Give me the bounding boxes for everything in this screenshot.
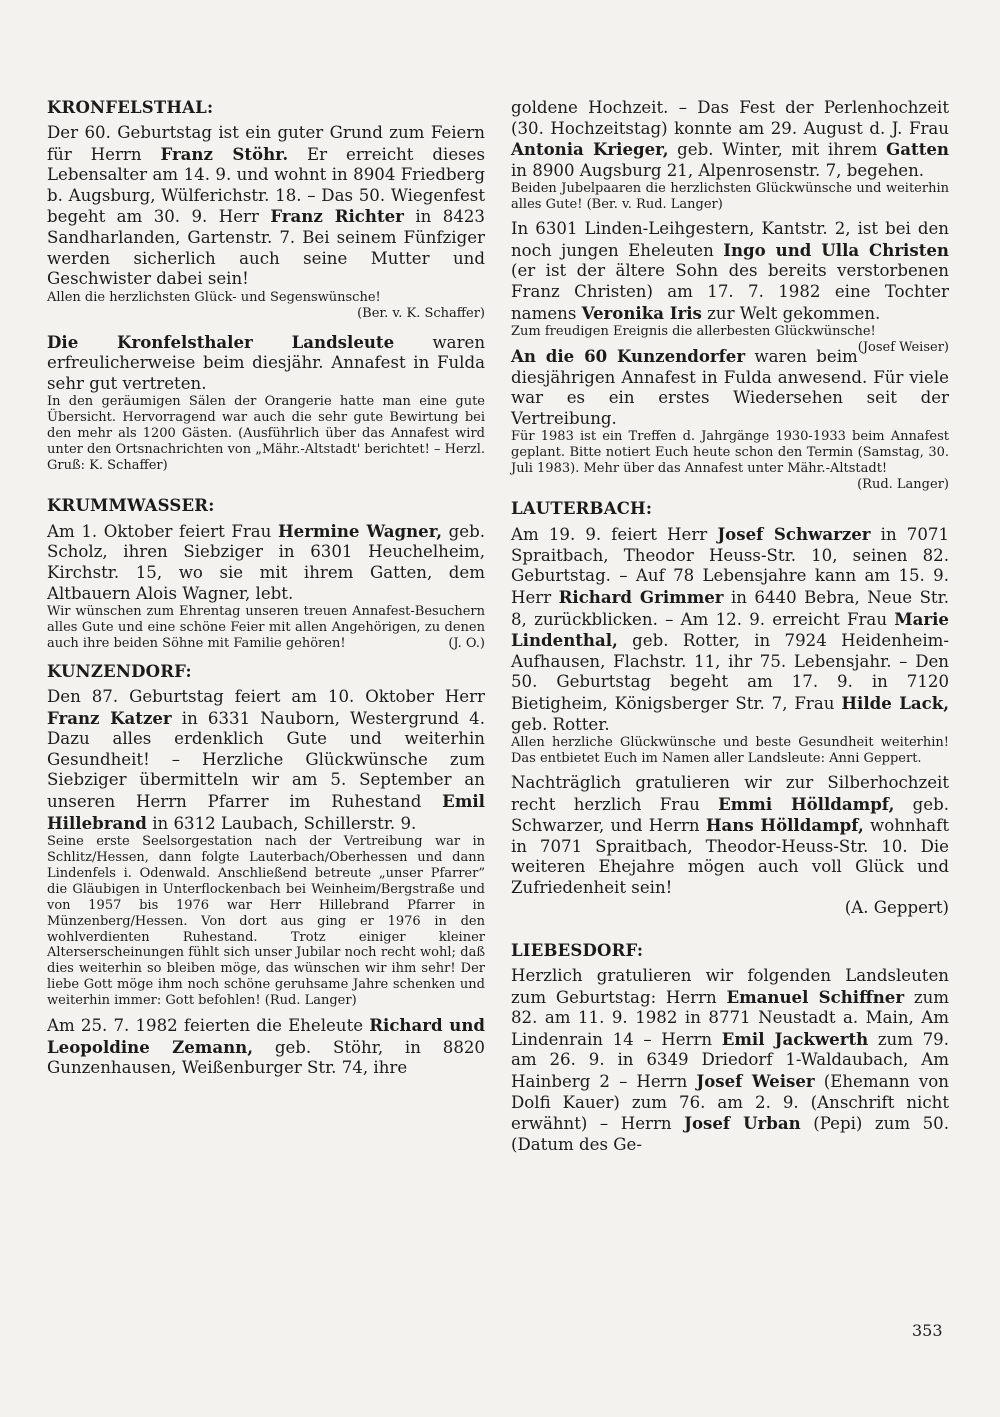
page-number: 353 <box>912 1321 943 1340</box>
bold-name: Emmi Hölldampf, <box>718 793 895 814</box>
kunzendorf-note-4-text: Für 1983 ist ein Treffen d. Jahrgänge 1930-1933 beim Annafest geplant. Bitte notiert Euch heute schon den Termin (Samstag, 30. Juli 1983). Mehr über das Annafest unter Mähr.-Altstadt! <box>511 429 949 477</box>
bold-name: Hans Hölldampf, <box>705 815 864 836</box>
kunzendorf-signature-3: (Josef Weiser) <box>857 340 949 356</box>
bold-name: Veronika Iris <box>581 302 702 323</box>
krummwasser-paragraph-1: Am 1. Oktober feiert Frau Hermine Wagner, geb. Scholz, ihren Siebziger in 6301 Heuchelheim, Kirchstr. 15, wo sie mit ihrem Gatten, dem Altbauern Alois Wagner, lebt. <box>47 520 485 603</box>
kronfelsthal-paragraph-1: Der 60. Geburtstag ist ein guter Grund zum Feiern für Herrn Franz Stöhr. Er erreicht dieses Lebensalter am 14. 9. und wohnt in 8904 Friedberg b. Augsburg, Wülferichstr. 18. – Das 50. Wiegenfest begeht am 30. 9. Herr Franz Richter in 8423 Sandharlanden, Gartenstr. 7. Bei seinem Fünfziger werden sicherlich auch seine Mutter und Geschwister dabei sein! <box>47 123 485 289</box>
bold-name: Die Kronfelsthaler Landsleute <box>47 331 395 352</box>
kunzendorf-paragraph-1: Den 87. Geburtstag feiert am 10. Oktober Herr Franz Katzer in 6331 Nauborn, Westergrund 4. Dazu alles erdenklich Gute und weiterhin Gesundheit! – Herzliche Glückwünsche zum Siebziger übermitteln wir am 5. September an unseren Herrn Pfarrer im Ruhestand Emil Hillebrand in 6312 Laubach, Schillerstr. 9. <box>47 686 486 833</box>
bold-name: Josef Urban <box>684 1113 801 1134</box>
bold-name: Emil Hillebrand <box>47 790 485 833</box>
bold-name: Hermine Wagner, <box>277 520 443 541</box>
bold-name: Marie Lindenthal, <box>511 608 949 651</box>
bold-name: Emil Jackwerth <box>721 1028 869 1049</box>
kronfelsthal-signature-1: (Ber. v. K. Schaffer) <box>357 305 485 321</box>
kunzendorf-signature-4: (Rud. Langer) <box>857 477 949 493</box>
lauterbach-note-1: Allen herzliche Glückwünsche und beste Gesundheit weiterhin! Das entbietet Euch im Namen aller Landsleute: Anni Geppert. <box>511 735 949 766</box>
left-column <box>47 98 485 1079</box>
section-heading-kunzendorf: KUNZENDORF: <box>47 661 192 681</box>
kronfelsthal-paragraph-2: Die Kronfelsthaler Landsleute waren erfreulicherweise beim diesjähr. Annafest in Fulda sehr gut vertreten. <box>47 331 486 393</box>
kunzendorf-note-3-text: Zum freudigen Ereignis die allerbesten Glückwünsche! <box>511 324 876 340</box>
lauterbach-paragraph-2: Nachträglich gratulieren wir zur Silberhochzeit recht herzlich Frau Emmi Hölldampf, geb. Schwarzer, und Herrn Hans Hölldampf, wohnhaft in 7071 Spraitbach, Theodor-Heuss-Str. 10. Die weiteren Ehejahre mögen auch voll Glück und Zufriedenheit sein! <box>511 772 949 897</box>
right-column <box>511 98 949 1155</box>
section-heading-liebesdorf: LIEBESDORF: <box>511 941 644 961</box>
kunzendorf-note-4 <box>511 429 949 493</box>
liebesdorf-paragraph-1: Herzlich gratulieren wir folgenden Landsleuten zum Geburtstag: Herrn Emanuel Schiffner zum 82. am 11. 9. 1982 in 8771 Neustadt a. Main, Am Lindenrain 14 – Herrn Emil Jackwerth zum 79. am 26. 9. in 6349 Driedorf 1-Waldaubach, Am Hainberg 2 – Herrn Josef Weiser (Ehemann von Dolfi Kauer) zum 76. am 2. 9. (Anschrift nicht erwähnt) – Herrn Josef Urban (Pepi) zum 50. (Datum des Ge- <box>511 966 949 1154</box>
section-heading-lauterbach: LAUTERBACH: <box>511 499 653 519</box>
bold-name: Richard Grimmer <box>558 586 724 607</box>
kunzendorf-paragraph-3: In 6301 Linden-Leihgestern, Kantstr. 2, ist bei den noch jungen Eheleuten Ingo und Ulla Christen (er ist der ältere Sohn des bereits verstorbenen Franz Christen) am 17. 7. 1982 eine Tochter namens Veronika Iris zur Welt gekommen. <box>511 219 949 323</box>
kunzendorf-note-3 <box>511 324 949 356</box>
bold-name: Franz Katzer <box>47 707 172 728</box>
krummwasser-note-text: Wir wünschen zum Ehrentag unseren treuen Annafest-Besuchern alles Gute und eine schöne Feier mit allen Angehörigen, zu denen auch ihre beiden Söhne mit Familie gehören! <box>47 604 485 652</box>
krummwasser-signature: (J. O.) <box>448 636 485 652</box>
kronfelsthal-note-1: Allen die herzlichsten Glück- und Segenswünsche! <box>47 289 381 305</box>
bold-name: Franz Richter <box>270 206 404 227</box>
bold-name: Josef Weiser <box>696 1071 815 1092</box>
kunzendorf-note-1: Seine erste Seelsorgestation nach der Vertreibung war in Schlitz/Hessen, dann folgte Lauterbach/Oberhessen und dann Lindenfels i. Odenwald. Anschließend betreute „unser Pfarrer” die Gläubigen in Unterflockenbach bei Weinheim/Bergstraße und von 1957 bis 1976 war Herr Hillebrand Pfarrer in Münzenberg/Hessen. Von dort aus ging er 1976 in den wohlverdienten Ruhestand. Trotz einiger kleiner Alterserscheinungen fühlt sich unser Jubilar noch recht wohl; daß dies weiterhin so bleiben möge, das wünschen wir ihm sehr! Der liebe Gott möge ihm noch schöne geruhsame Jahre schenken und weiterhin immer: Gott befohlen! (Rud. Langer) <box>47 834 485 1009</box>
lauterbach-paragraph-1: Am 19. 9. feiert Herr Josef Schwarzer in 7071 Spraitbach, Theodor Heuss-Str. 10, seinen 82. Geburtstag. – Auf 78 Lebensjahre kann am 15. 9. Herr Richard Grimmer in 6440 Bebra, Neue Str. 8, zurückblicken. – Am 12. 9. erreicht Frau Marie Lindenthal, geb. Rotter, in 7924 Heidenheim-Aufhausen, Flachstr. 11, ihr 75. Lebensjahr. – Den 50. Geburtstag begeht am 17. 9. in 7120 Bietigheim, Königsberger Str. 7, Frau Hilde Lack, geb. Rotter. <box>511 524 949 734</box>
bold-name: Emanuel Schiffner <box>726 986 905 1007</box>
krummwasser-note-1 <box>47 604 485 652</box>
kunzendorf-note-2: Beiden Jubelpaaren die herzlichsten Glückwünsche und weiterhin alles Gute! (Ber. v. Rud. Langer) <box>511 181 949 213</box>
bold-name: Franz Stöhr. <box>160 143 289 164</box>
bold-name: Gatten <box>886 139 949 160</box>
bold-name: Hilde Lack, <box>841 692 949 713</box>
kunzendorf-paragraph-4: An die 60 Kunzendorfer waren beim diesjährigen Annafest in Fulda anwesend. Für viele war es ein erstes Wiedersehen seit der Vertreibung. <box>511 346 949 428</box>
kronfelsthal-note-2: In den geräumigen Sälen der Orangerie hatte man eine gute Übersicht. Hervorragend war auch die sehr gute Bewirtung bei den mehr als 1200 Gästen. (Ausführlich über das Annafest wird unter den Ortsnachrichten von „Mähr.-Altstadt' berichtet! – Herzl. Gruß: K. Schaffer) <box>47 394 485 473</box>
kunzendorf-paragraph-2: Am 25. 7. 1982 feierten die Eheleute Richard und Leopoldine Zemann, geb. Stöhr, in 8820 Gunzenhausen, Weißenburger Str. 74, ihre <box>47 1015 485 1078</box>
bold-name: Ingo und Ulla Christen <box>723 239 949 260</box>
bold-name: Richard und Leopoldine Zemann, <box>47 1015 485 1057</box>
bold-name: Josef Schwarzer <box>717 524 871 545</box>
lauterbach-signature-2: (A. Geppert) <box>844 898 949 918</box>
section-heading-kronfelsthal: KRONFELSTHAL: <box>47 98 214 117</box>
bold-name: Antonia Krieger, <box>511 139 669 160</box>
bold-name: An die 60 Kunzendorfer <box>511 346 746 367</box>
section-heading-krummwasser: KRUMMWASSER: <box>47 495 215 515</box>
kunzendorf-paragraph-2-continued: goldene Hochzeit. – Das Fest der Perlenhochzeit (30. Hochzeitstag) konnte am 29. August d. J. Frau Antonia Krieger, geb. Winter, mit ihrem Gatten in 8900 Augsburg 21, Alpenrosenstr. 7, begehen. <box>511 98 949 180</box>
